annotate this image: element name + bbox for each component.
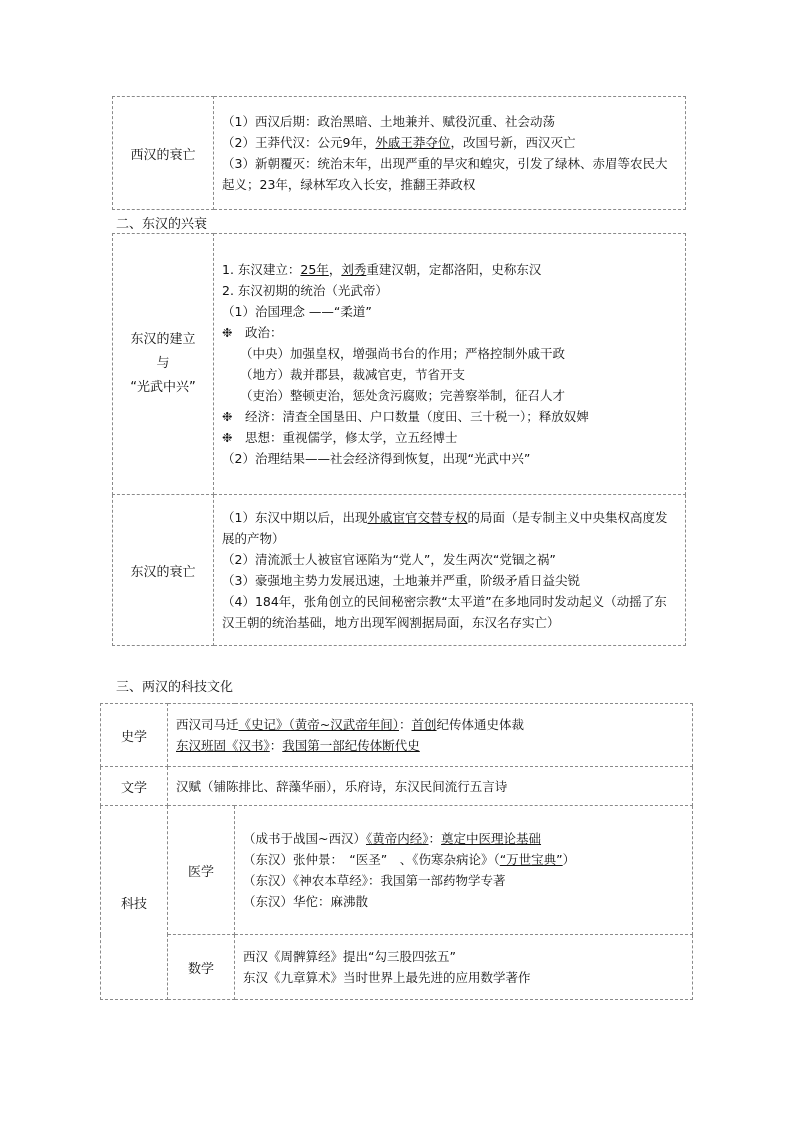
text-line: （东汉）张仲景： “医圣” 、《伤寒杂病论》（“万世宝典”） — [243, 852, 576, 867]
underlined-term: 25年 — [300, 262, 329, 277]
underlined-term: 外戚王莽夺位 — [375, 135, 451, 150]
category-label: 东汉的建立 — [130, 332, 196, 347]
table-eastern-han — [112, 233, 686, 646]
text-line: 东汉《九章算术》当时世界上最先进的应用数学著作 — [243, 970, 531, 985]
text-line: （3）豪强地主势力发展迅速，土地兼并严重，阶级矛盾日益尖锐 — [222, 573, 580, 588]
underlined-term: 《史记》（黄帝~汉武帝年间） — [238, 717, 399, 732]
text-line: 汉赋（铺陈排比、辞藻华丽），乐府诗，东汉民间流行五言诗 — [176, 778, 508, 794]
section-heading-eastern-han: 二、东汉的兴衰 — [116, 217, 208, 232]
text-line: （2）王莽代汉：公元9年，外戚王莽夺位，改国号新，西汉灭亡 — [222, 135, 576, 150]
table-western-han-decline — [112, 96, 686, 210]
underlined-term: 外戚宦官交替专权 — [367, 510, 468, 525]
table-row — [101, 806, 693, 935]
text-line: 西汉《周髀算经》提出“勾三股四弦五” — [243, 949, 456, 964]
underlined-term: 我国第一部纪传体断代史 — [282, 738, 420, 753]
category-label: 与 — [156, 356, 170, 371]
text-line: 东汉班固《汉书》：我国第一部纪传体断代史 — [176, 738, 420, 753]
table-row — [113, 97, 686, 210]
category-label: 西汉的衰亡 — [130, 147, 196, 163]
table-row — [113, 234, 686, 495]
content-cell — [214, 495, 686, 646]
text-line: （东汉）《神农本草经》：我国第一部药物学专著 — [243, 873, 506, 888]
category-label: 科技 — [120, 897, 147, 912]
text-line: （吏治）整顿吏治，惩处贪污腐败；完善察举制，征召人才 — [240, 388, 566, 403]
content-cell — [168, 767, 693, 806]
table-row — [101, 767, 693, 806]
underlined-term: 刘秀 — [341, 262, 367, 277]
text-line: （4）184年，张角创立的民间秘密宗教“太平道”在多地同时发动起义（动摇了东汉王朝的统治基础，地方出现军阀割据局面，东汉名存实亡） — [222, 594, 667, 630]
category-label: “光武中兴” — [130, 380, 196, 395]
text-line: （1）东汉中期以后，出现外戚宦官交替专权的局面（是专制主义中央集权高度发展的产物） — [222, 510, 668, 546]
text-line: ❉ 经济：清查全国垦田、户口数量（度田、三十税一）；释放奴婢 — [222, 409, 589, 424]
table-row — [101, 935, 693, 1000]
text-line: （中央）加强皇权，增强尚书台的作用；严格控制外戚干政 — [240, 346, 566, 361]
content-cell — [214, 234, 686, 495]
category-cell — [101, 704, 168, 767]
underlined-term: “万世宝典” — [499, 852, 563, 867]
text-line: （成书于战国~西汉）《黄帝内经》：奠定中医理论基础 — [243, 831, 542, 846]
subcategory-cell — [168, 806, 235, 935]
text-line: （2）治理结果——社会经济得到恢复，出现“光武中兴” — [222, 451, 531, 466]
text-line: 2. 东汉初期的统治（光武帝） — [222, 283, 388, 298]
subcategory-label: 医学 — [187, 864, 214, 880]
underlined-term: 东汉班固《汉书》 — [176, 738, 270, 753]
category-cell — [101, 767, 168, 806]
category-label: 史学 — [120, 729, 147, 745]
category-label: 东汉的衰亡 — [130, 564, 196, 580]
text-line: 西汉司马迁《史记》（黄帝~汉武帝年间）：首创纪传体通史体裁 — [176, 717, 525, 732]
category-label: 文学 — [120, 780, 147, 796]
text-line: （3）新朝覆灭：统治末年，出现严重的旱灾和蝗灾，引发了绿林、赤眉等农民大起义；23年，绿林军攻入长安，推翻王莽政权 — [222, 156, 668, 192]
category-cell — [113, 234, 214, 495]
text-line: ❉ 思想：重视儒学，修太学，立五经博士 — [222, 430, 458, 445]
content-cell — [235, 806, 693, 935]
text-line: 1. 东汉建立：25年，刘秀重建汉朝，定都洛阳，史称东汉 — [222, 262, 542, 277]
text-line: （1）西汉后期：政治黑暗、土地兼并、赋役沉重、社会动荡 — [222, 114, 555, 129]
text-line: ❉ 政治： — [222, 325, 283, 340]
underlined-term: 首创 — [411, 717, 437, 732]
text-line: （2）清流派士人被宦官诬陷为“党人”，发生两次“党锢之祸” — [222, 552, 556, 567]
text-line: （地方）裁并郡县，裁减官吏，节省开支 — [240, 367, 466, 382]
table-han-culture — [100, 703, 693, 1000]
category-cell — [113, 97, 214, 210]
underlined-term: 奠定中医理论基础 — [441, 831, 542, 846]
content-cell — [235, 935, 693, 1000]
underlined-term: 《黄帝内经》 — [365, 831, 429, 846]
table-row — [113, 495, 686, 646]
subcategory-label: 数学 — [187, 961, 214, 977]
content-cell — [214, 97, 686, 210]
text-line: （1）治国理念 ——“柔道” — [222, 304, 372, 319]
section-heading-culture: 三、两汉的科技文化 — [116, 680, 234, 695]
category-cell — [113, 495, 214, 646]
content-cell — [168, 704, 693, 767]
text-line: （东汉）华佗：麻沸散 — [243, 894, 369, 909]
subcategory-cell — [168, 935, 235, 1000]
table-row — [101, 704, 693, 767]
category-cell — [101, 806, 168, 1000]
